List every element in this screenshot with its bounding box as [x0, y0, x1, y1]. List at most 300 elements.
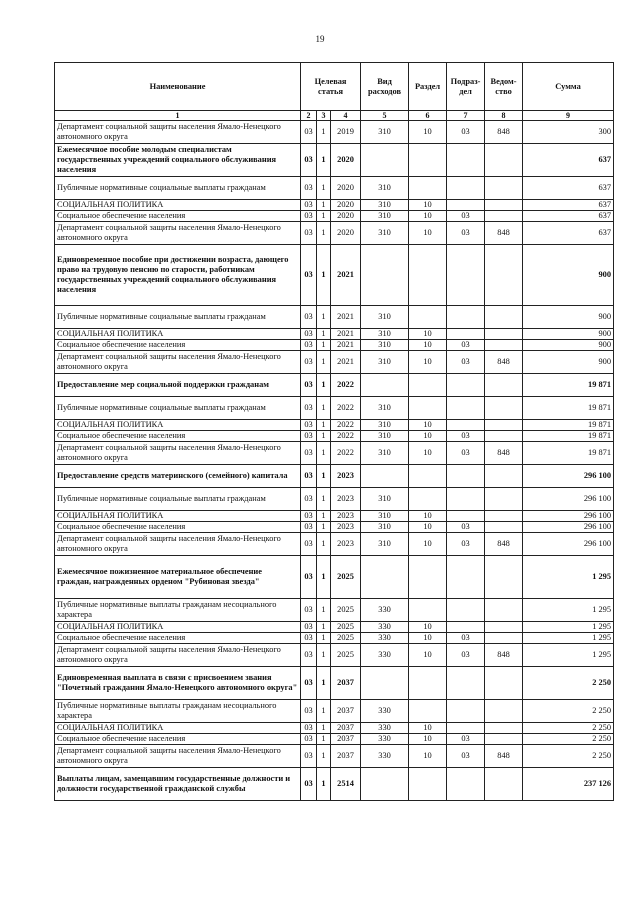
cell-section: 10 [409, 340, 447, 351]
cell-target-code: 2019 [331, 121, 361, 144]
cell-name: Департамент социальной защиты населения Ямало-Ненецкого автономного округа [55, 351, 301, 374]
cell-sum: 637 [523, 144, 614, 177]
cell-expense-type: 330 [361, 723, 409, 734]
cell-name: Единовременное пособие при достижении возраста, дающего право на трудовую пенсию по старости, работникам государственных учреждений социального обслуживания населения [55, 245, 301, 306]
cell-target-code: 2022 [331, 442, 361, 465]
cell-program: 03 [301, 622, 317, 633]
cell-name: СОЦИАЛЬНАЯ ПОЛИТИКА [55, 622, 301, 633]
cell-section: 10 [409, 745, 447, 768]
cell-target-code: 2020 [331, 144, 361, 177]
cell-department [485, 465, 523, 488]
cell-program: 03 [301, 633, 317, 644]
cell-sum: 296 100 [523, 488, 614, 511]
cell-subprogram: 1 [317, 245, 331, 306]
cell-sum: 1 295 [523, 633, 614, 644]
cell-expense-type [361, 667, 409, 700]
cell-subprogram: 1 [317, 723, 331, 734]
table-row [55, 431, 614, 442]
table-row [55, 442, 614, 465]
cell-subsection: 03 [447, 442, 485, 465]
cell-target-code: 2022 [331, 420, 361, 431]
cell-target-code: 2025 [331, 599, 361, 622]
cell-subprogram: 1 [317, 599, 331, 622]
table-row [55, 745, 614, 768]
cell-target-code: 2037 [331, 734, 361, 745]
header-target: Целевая статья [301, 63, 361, 111]
cell-subsection [447, 768, 485, 801]
table-row [55, 177, 614, 200]
cell-department [485, 633, 523, 644]
cell-sum: 900 [523, 245, 614, 306]
cell-subsection: 03 [447, 745, 485, 768]
cell-subsection [447, 329, 485, 340]
table-row [55, 667, 614, 700]
cell-program: 03 [301, 245, 317, 306]
cell-department [485, 211, 523, 222]
cell-name: Предоставление мер социальной поддержки гражданам [55, 374, 301, 397]
cell-name: Публичные нормативные выплаты гражданам несоциального характера [55, 599, 301, 622]
cell-expense-type: 330 [361, 745, 409, 768]
cell-expense-type: 330 [361, 599, 409, 622]
cell-subsection [447, 144, 485, 177]
cell-section: 10 [409, 431, 447, 442]
cell-subprogram: 1 [317, 633, 331, 644]
cell-expense-type: 330 [361, 734, 409, 745]
cell-name: Единовременная выплата в связи с присвоением звания "Почетный гражданин Ямало-Ненецкого автономного округа" [55, 667, 301, 700]
cell-target-code: 2037 [331, 667, 361, 700]
cell-sum: 1 295 [523, 556, 614, 599]
cell-subprogram: 1 [317, 222, 331, 245]
table-row [55, 768, 614, 801]
cell-subsection [447, 723, 485, 734]
cell-expense-type: 330 [361, 633, 409, 644]
cell-target-code: 2025 [331, 622, 361, 633]
cell-section [409, 599, 447, 622]
table-row [55, 556, 614, 599]
cell-target-code: 2021 [331, 351, 361, 374]
cell-expense-type: 310 [361, 200, 409, 211]
table-row [55, 723, 614, 734]
column-number: 2 [301, 111, 317, 121]
cell-name: Социальное обеспечение населения [55, 734, 301, 745]
cell-target-code: 2023 [331, 511, 361, 522]
cell-department: 848 [485, 442, 523, 465]
cell-name: Департамент социальной защиты населения Ямало-Ненецкого автономного округа [55, 121, 301, 144]
page-number: 19 [315, 34, 325, 44]
cell-sum: 296 100 [523, 511, 614, 522]
cell-program: 03 [301, 351, 317, 374]
table-row [55, 622, 614, 633]
cell-subsection: 03 [447, 734, 485, 745]
cell-subprogram: 1 [317, 533, 331, 556]
cell-subsection [447, 556, 485, 599]
cell-sum: 19 871 [523, 420, 614, 431]
cell-name: Выплаты лицам, замещавшим государственные должности и должности государственной гражданской службы [55, 768, 301, 801]
cell-sum: 637 [523, 177, 614, 200]
cell-expense-type [361, 374, 409, 397]
cell-section [409, 768, 447, 801]
cell-sum: 296 100 [523, 533, 614, 556]
cell-subsection: 03 [447, 211, 485, 222]
cell-target-code: 2021 [331, 340, 361, 351]
cell-target-code: 2020 [331, 200, 361, 211]
column-number: 3 [317, 111, 331, 121]
cell-name: Публичные нормативные социальные выплаты гражданам [55, 177, 301, 200]
table-row [55, 700, 614, 723]
cell-expense-type: 310 [361, 533, 409, 556]
cell-subprogram: 1 [317, 768, 331, 801]
cell-subsection: 03 [447, 633, 485, 644]
cell-program: 03 [301, 465, 317, 488]
cell-subsection: 03 [447, 431, 485, 442]
cell-sum: 19 871 [523, 374, 614, 397]
cell-name: Социальное обеспечение населения [55, 431, 301, 442]
cell-program: 03 [301, 306, 317, 329]
cell-expense-type: 310 [361, 488, 409, 511]
cell-sum: 1 295 [523, 599, 614, 622]
column-number: 9 [523, 111, 614, 121]
table-row [55, 121, 614, 144]
cell-subprogram: 1 [317, 465, 331, 488]
cell-program: 03 [301, 734, 317, 745]
cell-subprogram: 1 [317, 177, 331, 200]
cell-sum: 2 250 [523, 700, 614, 723]
cell-name: Департамент социальной защиты населения Ямало-Ненецкого автономного округа [55, 533, 301, 556]
cell-department: 848 [485, 121, 523, 144]
cell-program: 03 [301, 329, 317, 340]
cell-expense-type [361, 465, 409, 488]
cell-expense-type: 310 [361, 222, 409, 245]
cell-section: 10 [409, 329, 447, 340]
cell-sum: 2 250 [523, 734, 614, 745]
cell-section: 10 [409, 622, 447, 633]
cell-department [485, 511, 523, 522]
cell-department [485, 177, 523, 200]
cell-department [485, 420, 523, 431]
cell-sum: 637 [523, 200, 614, 211]
cell-department: 848 [485, 745, 523, 768]
cell-target-code: 2021 [331, 329, 361, 340]
cell-department [485, 397, 523, 420]
cell-program: 03 [301, 667, 317, 700]
budget-table [54, 62, 614, 801]
cell-section [409, 465, 447, 488]
cell-subprogram: 1 [317, 420, 331, 431]
cell-section: 10 [409, 200, 447, 211]
cell-subsection [447, 200, 485, 211]
cell-subprogram: 1 [317, 211, 331, 222]
cell-section: 10 [409, 351, 447, 374]
cell-expense-type: 310 [361, 351, 409, 374]
cell-department [485, 768, 523, 801]
cell-department [485, 556, 523, 599]
cell-department [485, 488, 523, 511]
cell-department [485, 522, 523, 533]
cell-sum: 900 [523, 351, 614, 374]
table-row [55, 734, 614, 745]
cell-target-code: 2022 [331, 374, 361, 397]
cell-expense-type: 330 [361, 644, 409, 667]
cell-sum: 237 126 [523, 768, 614, 801]
header-name: Наименование [55, 63, 301, 111]
cell-department: 848 [485, 644, 523, 667]
cell-program: 03 [301, 533, 317, 556]
cell-subsection: 03 [447, 351, 485, 374]
cell-name: Социальное обеспечение населения [55, 340, 301, 351]
cell-subsection [447, 420, 485, 431]
header-section: Раздел [409, 63, 447, 111]
cell-target-code: 2023 [331, 533, 361, 556]
cell-section [409, 397, 447, 420]
cell-subsection [447, 488, 485, 511]
table-row [55, 533, 614, 556]
cell-target-code: 2020 [331, 211, 361, 222]
table-row [55, 211, 614, 222]
cell-program: 03 [301, 723, 317, 734]
column-number-row [55, 111, 614, 121]
table-row [55, 306, 614, 329]
cell-subprogram: 1 [317, 745, 331, 768]
cell-department [485, 431, 523, 442]
cell-subsection: 03 [447, 522, 485, 533]
cell-name: Социальное обеспечение населения [55, 211, 301, 222]
table-body [55, 121, 614, 801]
cell-target-code: 2025 [331, 556, 361, 599]
cell-target-code: 2020 [331, 222, 361, 245]
cell-target-code: 2022 [331, 397, 361, 420]
cell-subsection [447, 700, 485, 723]
cell-name: Департамент социальной защиты населения Ямало-Ненецкого автономного округа [55, 745, 301, 768]
table-row [55, 340, 614, 351]
cell-target-code: 2021 [331, 245, 361, 306]
cell-sum: 2 250 [523, 745, 614, 768]
cell-subprogram: 1 [317, 667, 331, 700]
cell-program: 03 [301, 768, 317, 801]
cell-program: 03 [301, 442, 317, 465]
cell-name: Публичные нормативные социальные выплаты гражданам [55, 397, 301, 420]
cell-name: Социальное обеспечение населения [55, 633, 301, 644]
cell-sum: 2 250 [523, 667, 614, 700]
cell-subsection [447, 465, 485, 488]
cell-name: Ежемесячное пожизненное материальное обеспечение граждан, награжденных орденом "Рубиновая звезда" [55, 556, 301, 599]
header-department: Ведом-ство [485, 63, 523, 111]
table-row [55, 522, 614, 533]
table-row [55, 397, 614, 420]
cell-target-code: 2037 [331, 700, 361, 723]
table-row [55, 374, 614, 397]
cell-expense-type: 310 [361, 121, 409, 144]
cell-sum: 637 [523, 222, 614, 245]
cell-name: СОЦИАЛЬНАЯ ПОЛИТИКА [55, 511, 301, 522]
cell-name: СОЦИАЛЬНАЯ ПОЛИТИКА [55, 723, 301, 734]
cell-sum: 900 [523, 340, 614, 351]
table-row [55, 488, 614, 511]
cell-expense-type: 310 [361, 522, 409, 533]
cell-department [485, 306, 523, 329]
header-subsection: Подраз-дел [447, 63, 485, 111]
cell-section [409, 667, 447, 700]
cell-department: 848 [485, 222, 523, 245]
cell-target-code: 2020 [331, 177, 361, 200]
cell-department [485, 667, 523, 700]
cell-subsection [447, 667, 485, 700]
table-row [55, 420, 614, 431]
table-row [55, 511, 614, 522]
cell-subprogram: 1 [317, 700, 331, 723]
table-row [55, 200, 614, 211]
cell-section [409, 700, 447, 723]
cell-sum: 900 [523, 329, 614, 340]
cell-name: СОЦИАЛЬНАЯ ПОЛИТИКА [55, 420, 301, 431]
cell-program: 03 [301, 420, 317, 431]
header-expense-type: Вид расходов [361, 63, 409, 111]
cell-section: 10 [409, 211, 447, 222]
cell-expense-type: 330 [361, 700, 409, 723]
cell-section [409, 556, 447, 599]
cell-target-code: 2023 [331, 465, 361, 488]
cell-expense-type: 310 [361, 420, 409, 431]
table-row [55, 222, 614, 245]
table-row [55, 465, 614, 488]
cell-department [485, 599, 523, 622]
cell-subsection [447, 306, 485, 329]
cell-expense-type: 310 [361, 442, 409, 465]
cell-name: Публичные нормативные социальные выплаты гражданам [55, 306, 301, 329]
cell-section: 10 [409, 222, 447, 245]
cell-section [409, 488, 447, 511]
cell-expense-type: 310 [361, 177, 409, 200]
cell-target-code: 2037 [331, 745, 361, 768]
table-row [55, 245, 614, 306]
cell-subprogram: 1 [317, 200, 331, 211]
cell-expense-type [361, 144, 409, 177]
table-row [55, 144, 614, 177]
table-row [55, 599, 614, 622]
column-number: 6 [409, 111, 447, 121]
cell-subprogram: 1 [317, 431, 331, 442]
cell-subprogram: 1 [317, 329, 331, 340]
cell-program: 03 [301, 488, 317, 511]
cell-subprogram: 1 [317, 556, 331, 599]
cell-name: Предоставление средств материнского (семейного) капитала [55, 465, 301, 488]
cell-subsection: 03 [447, 533, 485, 556]
cell-sum: 296 100 [523, 522, 614, 533]
column-number: 1 [55, 111, 301, 121]
cell-expense-type [361, 245, 409, 306]
cell-department [485, 200, 523, 211]
cell-target-code: 2023 [331, 488, 361, 511]
cell-department: 848 [485, 351, 523, 374]
cell-subprogram: 1 [317, 306, 331, 329]
cell-section: 10 [409, 723, 447, 734]
cell-subsection: 03 [447, 340, 485, 351]
cell-subsection: 03 [447, 644, 485, 667]
cell-program: 03 [301, 144, 317, 177]
cell-sum: 2 250 [523, 723, 614, 734]
cell-subprogram: 1 [317, 144, 331, 177]
cell-expense-type: 310 [361, 511, 409, 522]
cell-section [409, 306, 447, 329]
cell-program: 03 [301, 599, 317, 622]
cell-section: 10 [409, 121, 447, 144]
cell-name: СОЦИАЛЬНАЯ ПОЛИТИКА [55, 200, 301, 211]
cell-section: 10 [409, 511, 447, 522]
cell-program: 03 [301, 340, 317, 351]
cell-department [485, 245, 523, 306]
cell-department [485, 622, 523, 633]
table-row [55, 633, 614, 644]
cell-target-code: 2022 [331, 431, 361, 442]
cell-section: 10 [409, 644, 447, 667]
cell-expense-type: 310 [361, 329, 409, 340]
cell-subprogram: 1 [317, 340, 331, 351]
cell-name: Департамент социальной защиты населения Ямало-Ненецкого автономного округа [55, 442, 301, 465]
cell-department: 848 [485, 533, 523, 556]
cell-section [409, 245, 447, 306]
cell-expense-type: 330 [361, 622, 409, 633]
cell-program: 03 [301, 397, 317, 420]
cell-expense-type: 310 [361, 340, 409, 351]
cell-section [409, 144, 447, 177]
cell-department [485, 329, 523, 340]
cell-section: 10 [409, 533, 447, 556]
cell-subprogram: 1 [317, 734, 331, 745]
cell-section: 10 [409, 442, 447, 465]
cell-subprogram: 1 [317, 644, 331, 667]
cell-subsection [447, 622, 485, 633]
cell-expense-type: 310 [361, 211, 409, 222]
cell-section: 10 [409, 522, 447, 533]
cell-subsection [447, 397, 485, 420]
cell-section [409, 374, 447, 397]
header-row [55, 63, 614, 111]
cell-name: СОЦИАЛЬНАЯ ПОЛИТИКА [55, 329, 301, 340]
cell-department [485, 723, 523, 734]
cell-program: 03 [301, 644, 317, 667]
cell-name: Департамент социальной защиты населения Ямало-Ненецкого автономного округа [55, 644, 301, 667]
cell-section [409, 177, 447, 200]
column-number: 4 [331, 111, 361, 121]
table-row [55, 351, 614, 374]
cell-expense-type [361, 556, 409, 599]
cell-subprogram: 1 [317, 397, 331, 420]
header-sum: Сумма [523, 63, 614, 111]
cell-program: 03 [301, 522, 317, 533]
cell-program: 03 [301, 177, 317, 200]
cell-program: 03 [301, 222, 317, 245]
cell-target-code: 2514 [331, 768, 361, 801]
cell-name: Публичные нормативные выплаты гражданам несоциального характера [55, 700, 301, 723]
cell-expense-type: 310 [361, 306, 409, 329]
cell-department [485, 700, 523, 723]
cell-subsection: 03 [447, 121, 485, 144]
cell-subprogram: 1 [317, 442, 331, 465]
cell-department [485, 144, 523, 177]
cell-subsection: 03 [447, 222, 485, 245]
cell-department [485, 734, 523, 745]
cell-subprogram: 1 [317, 511, 331, 522]
cell-subprogram: 1 [317, 374, 331, 397]
cell-expense-type [361, 768, 409, 801]
cell-name: Департамент социальной защиты населения Ямало-Ненецкого автономного округа [55, 222, 301, 245]
table-row [55, 644, 614, 667]
cell-sum: 19 871 [523, 397, 614, 420]
cell-subsection [447, 599, 485, 622]
cell-target-code: 2021 [331, 306, 361, 329]
cell-department [485, 374, 523, 397]
cell-name: Социальное обеспечение населения [55, 522, 301, 533]
cell-program: 03 [301, 211, 317, 222]
